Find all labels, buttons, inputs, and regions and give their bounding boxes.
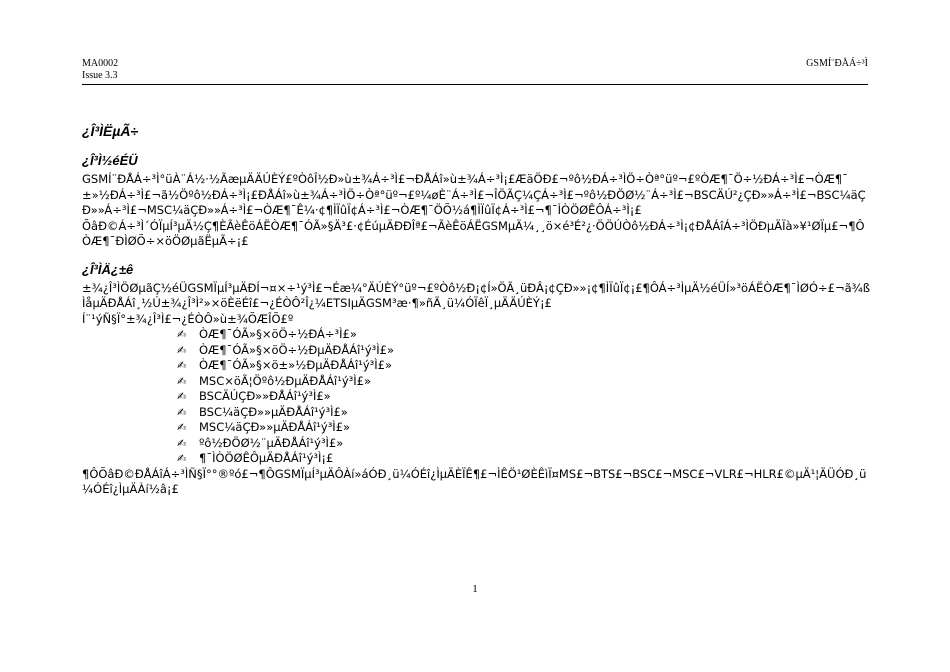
intro-heading: ¿Î³Ì½éÉÜ [82,153,138,168]
pencil-bullet-icon: ✍ [177,374,187,388]
list-item: ✍ MSC¼äÇÐ»»µÄĐÅÁî¹ý³Ì£» [177,420,351,434]
pencil-bullet-icon: ✍ [177,405,187,419]
page-header [82,56,868,85]
list-item: ✍ ¶¯ÌÒÖØÊÔµÄĐÅÁî¹ý³Ì¡£ [177,451,334,465]
pencil-bullet-icon: ✍ [177,343,187,357]
list-item: ✍ ÒÆ¶¯ÓÃ»§×ö±»½ÐµÄĐÅÁî¹ý³Ì£» [177,358,393,372]
goals-paragraph: ±¾¿Î³ÌÖØµãÇ½éÜGSMÏµÍ³µÄÐÍ¬¤×÷¹ý³Ì£¬Éæ¼°ÄÚÈÝ°üº¬£ºÒô½Ð¡¢Í»ÖÃ¸üÐÂ¡¢ÇÐ»»¡¢¶ÌÏûÏ¢¡£¶ÔÁ÷³ÌµÄ½éÜÍ»³öÁËÒÆ¶¯ÌØÓ÷£¬ã¾ßÌåµÄĐÅÁî¸½Ú±¾¿Î³Ì²»×öÈëÉî£¬¿ÉÒÔ²Î¿¼ETSIµÄGSM³æ·¶»ñÃ¸ü¼ÓÏêÏ¸µÄÄÚÈÝ¡£ [82,280,871,310]
list-item: ✍ ÒÆ¶¯ÓÃ»§×öÖ÷½ÐµÄĐÅÁî¹ý³Ì£» [177,342,395,357]
list-item: ✍ BSCÄÚÇÐ»»ĐÅÁî¹ý³Ì£» [177,389,331,403]
section-title: ¿Î³ÌËµÃ÷ [82,123,139,139]
document-body [82,123,872,498]
intro-paragraph: GSMÍ¨ĐÅÁ÷³Ì°üÀ¨Á½·½ÃæµÄÄÚÈÝ£ºÒôÎ½Ð»ù±¾Á÷³Ì£¬ĐÅÁî»ù±¾Á÷³Ì¡£ÆäÖÐ£¬ºô½ÐÁ÷³ÌÖ÷Òª°üº¬£ºÒÆ¶¯Ö÷½ÐÁ÷³Ì£¬ÒÆ¶¯±»½ÐÁ÷³Ì£¬ã½Öºô½ÐÁ÷³Ì¡£ĐÅÁî»ù±¾Á÷³ÌÖ÷Òª°üº¬£º¼øÈ¨Á÷³Ì£¬ÎÖÃÇ¼ÇÁ÷³Ì£¬ºô½ÐÖØ½¨Á÷³Ì£¬BSCÄÚ²¿ÇÐ»»Á÷³Ì£¬BSC¼äÇÐ»»Á÷³Ì£¬MSC¼äÇÐ»»Á÷³Ì£¬ÒÆ¶¯Ê¼·¢¶ÌÏûÏ¢Á÷³Ì£¬ÒÆ¶¯ÖÕ½á¶ÌÏûÏ¢Á÷³Ì£¬¶¯ÌÒÖØÊÔÁ÷³Ì¡£ [82,172,866,217]
closing-paragraph: ¶ÔÕâÐ©ĐÅÁîÁ÷³ÌÑ§Ï°°®ºó£¬¶ÔGSMÏµÍ³µÄÔÀí»áÓÐ¸ü¼ÓÉî¿ÌµÄÈÏÊ¶£¬ÌÊÖ¹ØÈÊìÏ¤MS£¬BTS£¬BSC£¬MSC£¬VLR£¬HLR£©µÄ¹¦ÄÜÓÐ¸ü¼ÓÉî¿ÌµÄÀí½â¡£ [82,466,867,496]
doc-code: MA0002 [82,58,119,69]
issue-number: Issue 3.3 [82,70,118,81]
page-number: 1 [472,583,478,595]
pencil-bullet-icon: ✍ [177,421,187,434]
pencil-bullet-icon: ✍ [177,452,187,465]
header-left [82,58,118,82]
pencil-bullet-icon: ✍ [177,328,187,341]
list-item: ✍ ÒÆ¶¯ÓÃ»§×öÖ÷½ÐÁ÷³Ì£» [177,327,357,341]
goals-list [82,327,872,467]
intro-paragraph: ÕâÐ©Á÷³Ì´ÓÏµÍ³µÄ½Ç¶ÈÃèÊöÁËÒÆ¶¯ÓÃ»§Ä³£·¢ÉúµÄÐÐÎª£¬ÃèÊöÁËGSMµÄ¼¸¸ö×é³É²¿·ÖÖÚÒô½ÐÁ÷³Ì¡¢ĐÅÁîÁ÷³ÌÖÐµÄÏà»¥¹ØÏµ£¬¶ÔÒÆ¶¯ĐÌØÕ÷×öÖØµãËµÃ÷¡£ [82,218,865,248]
pencil-bullet-icon: ✍ [177,359,187,372]
header-title: GSMÍ¨ĐÅÁ÷³Ì [806,58,868,69]
pencil-bullet-icon: ✍ [177,436,187,450]
list-item: ✍ BSC¼äÇÐ»»µÄĐÅÁî¹ý³Ì£» [177,404,348,419]
goals-heading: ¿Î³ÌÄ¿±ê [82,261,134,277]
goals-paragraph: Í¨¹ýÑ§Ï°±¾¿Î³Ì£¬¿ÉÒÔ»ù±¾ÕÆÎÕ£º [82,311,294,326]
list-item: ✍ MSC×öÃ¦Öºô½ÐµÄĐÅÁî¹ý³Ì£» [177,373,372,388]
list-item: ✍ ºô½ÐÖØ½¨µÄĐÅÁî¹ý³Ì£» [177,435,344,450]
pencil-bullet-icon: ✍ [177,390,187,403]
